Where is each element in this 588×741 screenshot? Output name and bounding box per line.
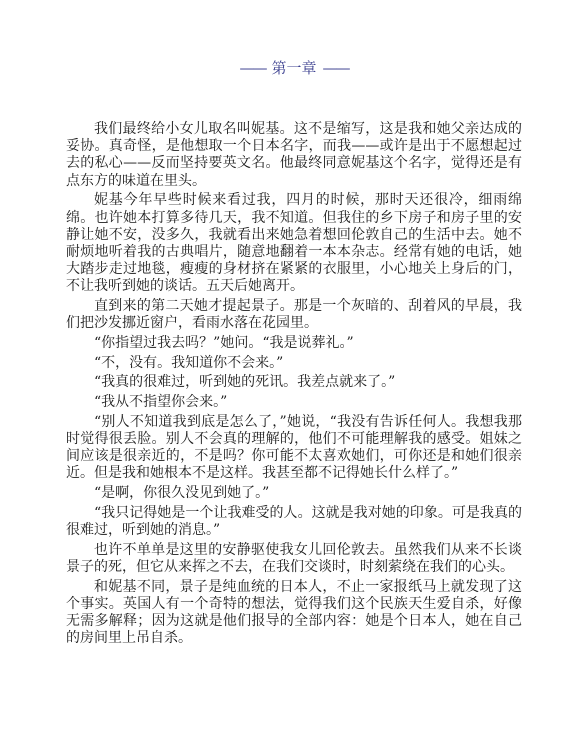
paragraph: 妮基今年早些时候来看过我，四月的时候，那时天还很冷，细雨绵绵。也许她本打算多待几天，我不知道。但我住的乡下房子和房子里的安静让她不安，没多久，我就看出来她急着想回伦敦自己的生活中去。她不耐烦地听着我的古典唱片，随意地翻着一本本杂志。经常有她的电话，她大踏步走过地毯，瘦瘦的身材挤在紧紧的衣服里，小心地关上身后的门，不让我听到她的谈话。五天后她离开。 — [66, 192, 522, 295]
paragraph: “我只记得她是一个让我难受的人。这就是我对她的印象。可是我真的很难过，听到她的消息。” — [66, 504, 522, 538]
paragraph: “别人不知道我到底是怎么了，”她说，“我没有告诉任何人。我想我那时觉得很丢脸。别人不会真的理解的，他们不可能理解我的感受。姐妹之间应该是很亲近的，不是吗？你可能不太喜欢她们，可你还是和她们很亲近。但是我和她根本不是这样。我甚至都不记得她长什么样了。” — [66, 413, 522, 482]
paragraph: 也许不单单是这里的安静驱使我女儿回伦敦去。虽然我们从来不长谈景子的死，但它从来挥之不去，在我们交谈时，时刻萦绕在我们的心头。 — [66, 541, 522, 575]
paragraph: “我真的很难过，听到她的死讯。我差点就来了。” — [94, 374, 396, 391]
chapter-title: 第一章 — [271, 59, 317, 77]
heading-right-dash: —— — [322, 59, 349, 77]
paragraph: “是啊，你很久没见到她了。” — [94, 485, 270, 502]
paragraph: “我从不指望你会来。” — [94, 394, 228, 411]
paragraph: “不，没有。我知道你不会来。” — [94, 354, 284, 371]
chapter-heading — [0, 58, 588, 78]
chapter-body — [66, 121, 522, 650]
paragraph: 直到来的第二天她才提起景子。那是一个灰暗的、刮着风的早晨，我们把沙发挪近窗户，看雨水落在花园里。 — [66, 298, 522, 332]
paragraph: 我们最终给小女儿取名叫妮基。这不是缩写，这是我和她父亲达成的妥协。真奇怪，是他想取一个日本名字，而我——或许是出于不愿想起过去的私心——反而坚持要英文名。他最终同意妮基这个名字，觉得还是有点东方的味道在里头。 — [66, 121, 522, 189]
paragraph: “你指望过我去吗？”她问。“我是说葬礼。” — [94, 334, 354, 351]
heading-left-dash: —— — [239, 59, 266, 77]
paragraph: 和妮基不同，景子是纯血统的日本人，不止一家报纸马上就发现了这个事实。英国人有一个奇特的想法，觉得我们这个民族天生爱自杀，好像无需多解释；因为这就是他们报导的全部内容：她是个日本人，她在自己的房间里上吊自杀。 — [66, 578, 522, 647]
